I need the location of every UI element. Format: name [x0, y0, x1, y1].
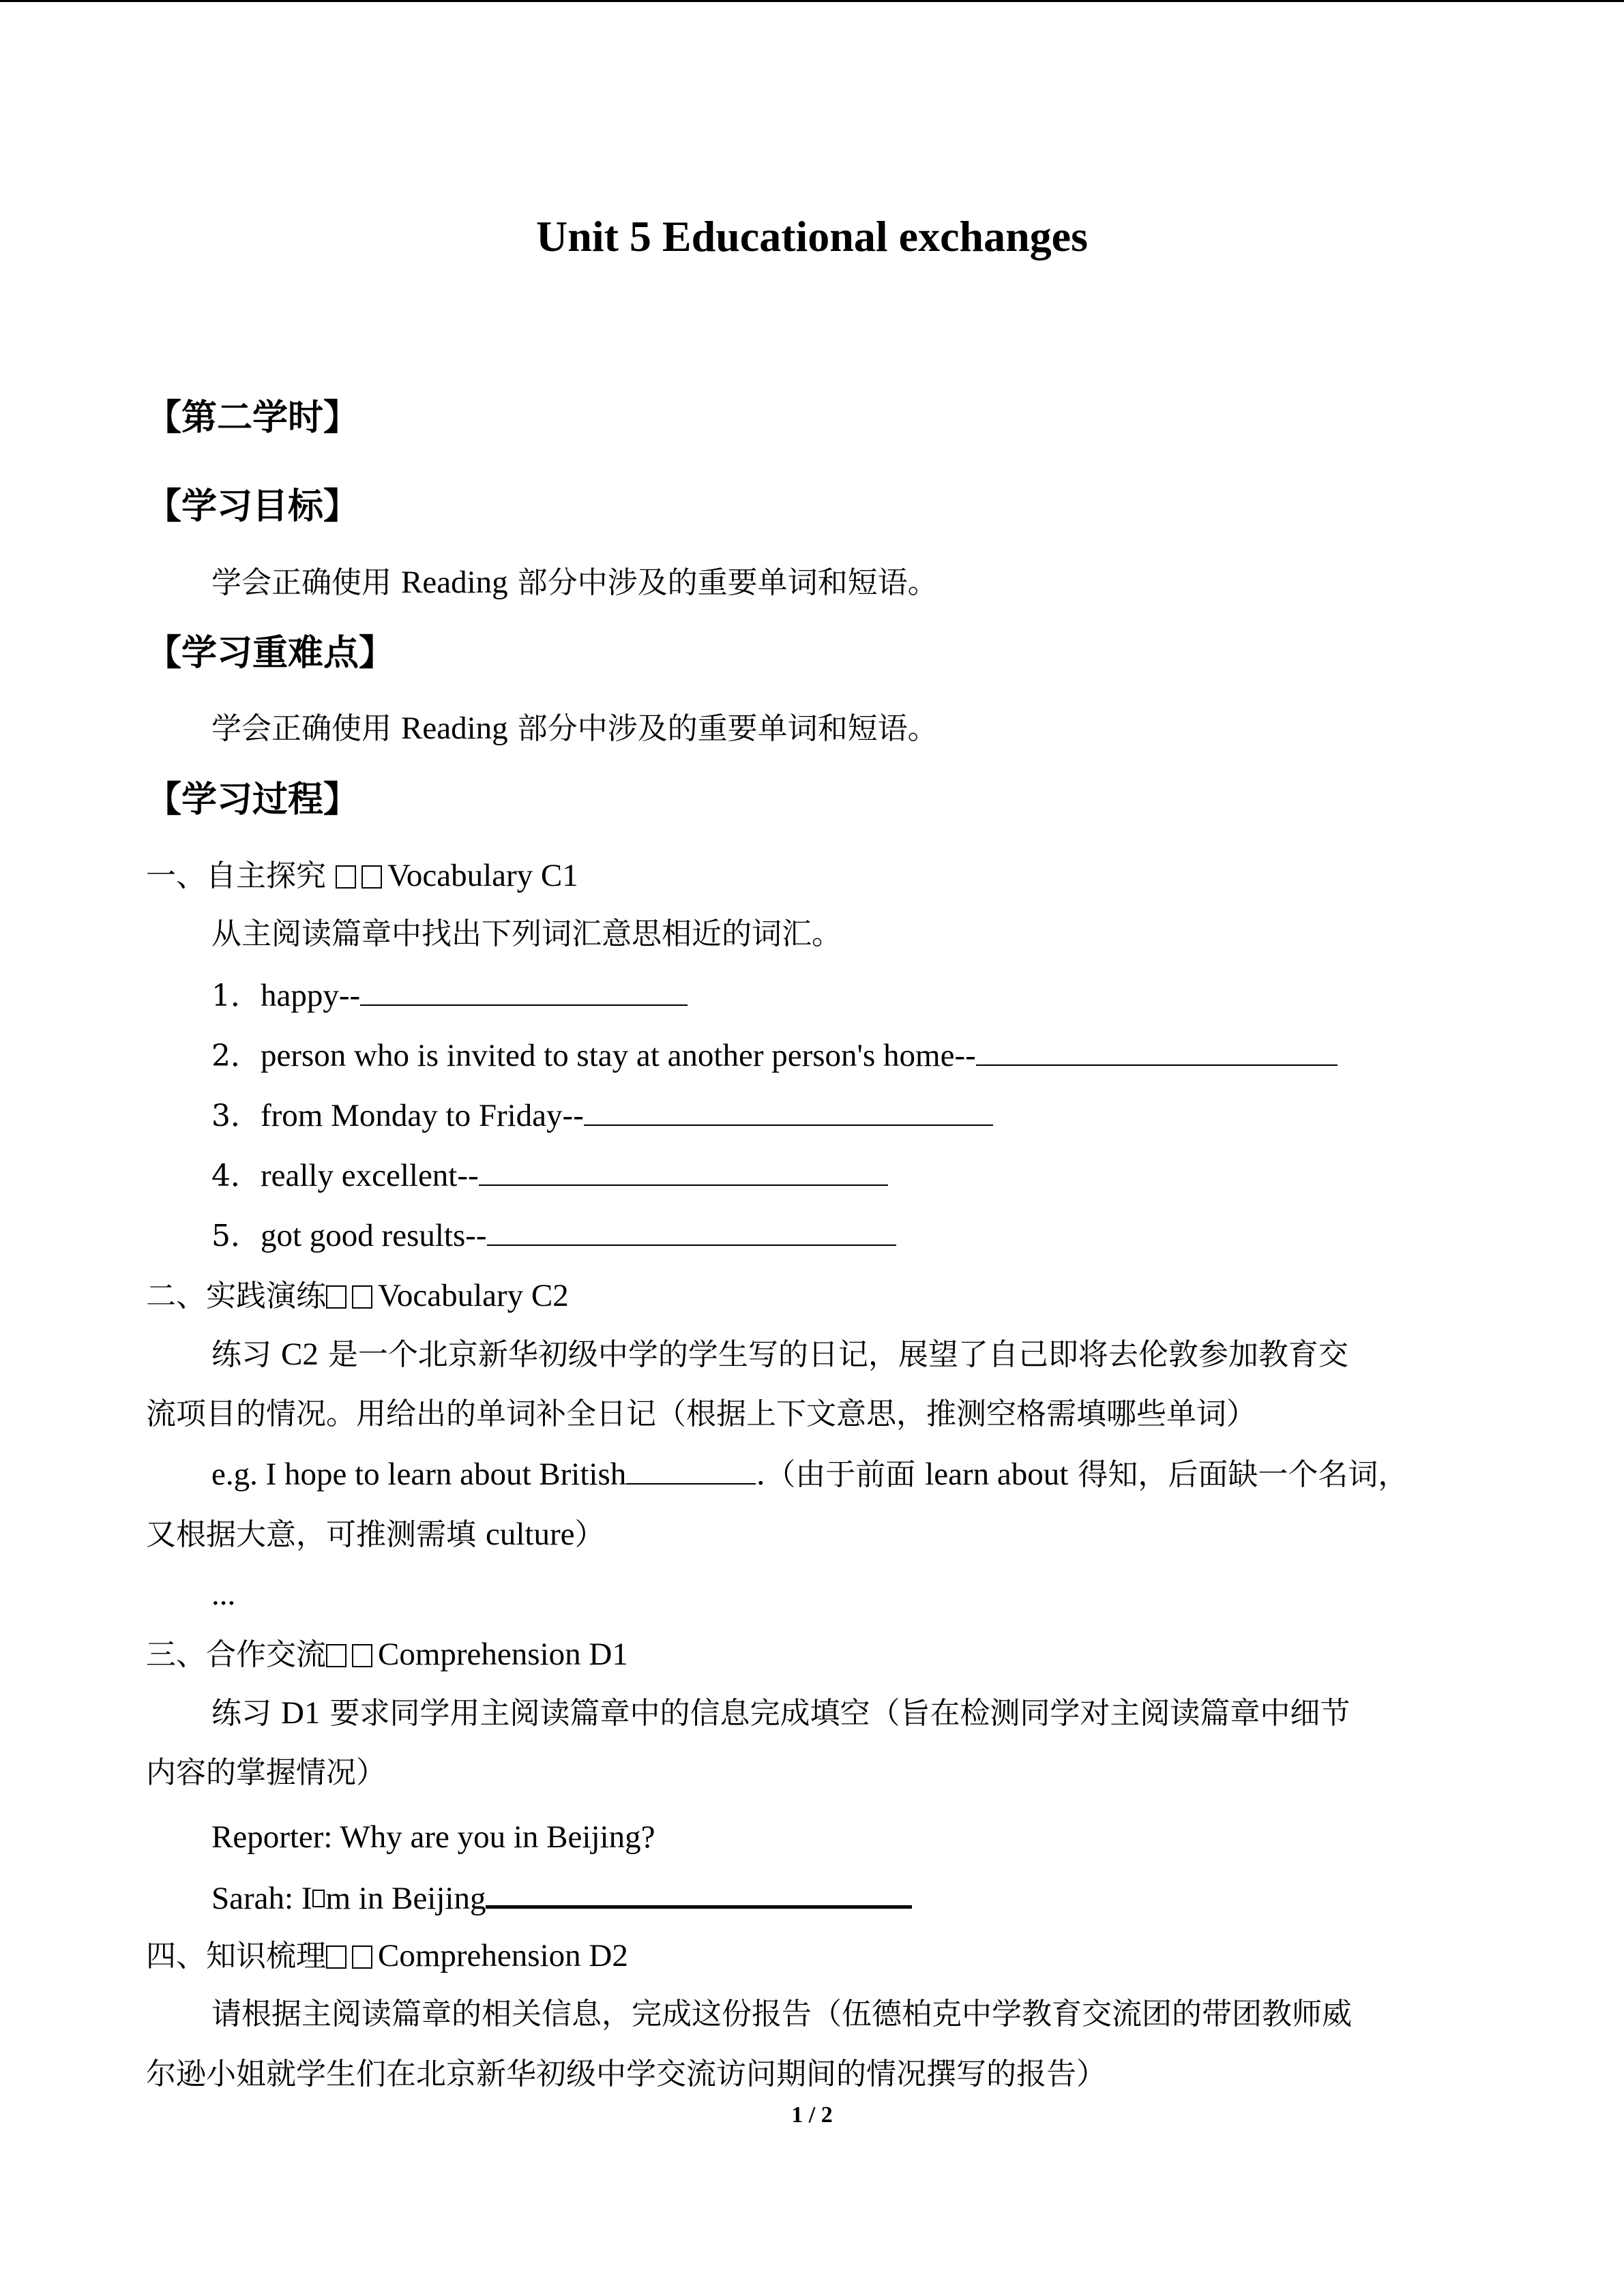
key-points-text [211, 708, 938, 749]
section2-p4-en: culture [486, 1517, 575, 1552]
page-number: 1 / 2 [791, 2102, 833, 2128]
vocab-item-num: 1． [211, 979, 261, 1013]
vocab-item-text: really excellent-- [261, 1158, 479, 1193]
ellipsis-text: ... [211, 1577, 236, 1612]
vocab-item-text: from Monday to Friday-- [261, 1098, 584, 1133]
key-points-text-en: Reading [401, 711, 508, 746]
section4-label-en: Comprehension D2 [378, 1938, 628, 1973]
heading-process: 【学习过程】 [146, 779, 359, 820]
section2-p1-b: 是一个北京新华初级中学的学生写的日记，展望了自己即将去伦敦参加教育交 [318, 1337, 1348, 1372]
section2-p1-a: 练习 [211, 1337, 281, 1372]
vocab-item-4 [211, 1155, 888, 1197]
dialogue-reporter [211, 1817, 655, 1858]
sarah-line-b: m in Beijing [325, 1881, 486, 1916]
placeholder-box-icon [326, 1644, 346, 1667]
objectives-text-post: 部分中涉及的重要单词和短语。 [507, 565, 938, 600]
section1-label [146, 855, 578, 897]
section2-p1-en: C2 [281, 1337, 319, 1372]
section2-label-en: Vocabulary C2 [378, 1278, 569, 1313]
section3-label [146, 1634, 628, 1675]
section2-paragraph-line1 [211, 1334, 1348, 1375]
example-note-a: .（由于前面 [756, 1457, 926, 1492]
answer-blank[interactable] [479, 1157, 888, 1186]
placeholder-box-icon [352, 1644, 372, 1667]
vocab-item-text: happy-- [261, 978, 361, 1013]
answer-blank[interactable] [486, 1878, 912, 1909]
section4-label-text: 四、知识梳理 [146, 1939, 326, 1973]
section2-paragraph-line2: 流项目的情况。用给出的单词补全日记（根据上下文意思，推测空格需填哪些单词） [146, 1397, 1256, 1431]
example-blank[interactable] [626, 1456, 756, 1485]
example-note-en: learn about [925, 1457, 1069, 1492]
sarah-line-a: Sarah: I [211, 1881, 312, 1916]
vocab-item-num: 3． [211, 1099, 261, 1133]
section3-p1-en: D1 [281, 1695, 321, 1731]
objectives-text-en: Reading [401, 565, 508, 600]
section3-paragraph-line2: 内容的掌握情况） [146, 1755, 386, 1790]
vocab-item-text: got good results-- [261, 1218, 487, 1253]
section2-label [146, 1275, 569, 1317]
section1-instruction: 从主阅读篇章中找出下列词汇意思相近的词汇。 [211, 916, 842, 951]
section4-paragraph-line2: 尔逊小姐就学生们在北京新华初级中学交流访问期间的情况撰写的报告） [146, 2057, 1106, 2091]
answer-blank[interactable] [976, 1037, 1338, 1066]
answer-blank[interactable] [584, 1097, 993, 1126]
section2-p4-a: 又根据大意，可推测需填 [146, 1517, 486, 1552]
dialogue-sarah [211, 1878, 912, 1920]
section3-paragraph-line1 [211, 1693, 1350, 1734]
document-title: Unit 5 Educational exchanges [536, 212, 1088, 260]
section1-label-en: Vocabulary C1 [387, 858, 578, 893]
missing-glyph-icon [312, 1890, 325, 1907]
answer-blank[interactable] [487, 1217, 896, 1246]
section2-ellipsis [211, 1574, 235, 1615]
vocab-item-text: person who is invited to stay at another person's home-- [261, 1038, 976, 1073]
heading-objectives: 【学习目标】 [146, 486, 359, 527]
reporter-line: Reporter: Why are you in Beijing? [211, 1819, 655, 1855]
heading-period: 【第二学时】 [146, 398, 359, 438]
placeholder-box-icon [361, 865, 382, 889]
example-note-b: 得知，后面缺一个名词， [1068, 1457, 1408, 1492]
placeholder-box-icon [326, 1945, 346, 1969]
heading-key-points: 【学习重难点】 [146, 633, 395, 674]
placeholder-box-icon [352, 1285, 372, 1309]
answer-blank[interactable] [360, 977, 688, 1006]
vocab-item-2 [211, 1035, 1338, 1077]
section3-label-text: 三、合作交流 [146, 1637, 326, 1672]
section4-paragraph-line1: 请根据主阅读篇章的相关信息，完成这份报告（伍德柏克中学教育交流团的带团教师威 [211, 1997, 1352, 2031]
vocab-item-num: 5． [211, 1219, 261, 1253]
section2-label-text: 二、实践演练 [146, 1279, 326, 1313]
key-points-text-pre: 学会正确使用 [211, 711, 401, 746]
vocab-item-num: 2． [211, 1039, 261, 1073]
vocab-item-5 [211, 1215, 896, 1257]
vocab-item-1 [211, 975, 688, 1017]
vocab-item-num: 4． [211, 1159, 261, 1193]
key-points-text-post: 部分中涉及的重要单词和短语。 [507, 711, 938, 746]
section2-example [211, 1454, 1408, 1495]
example-sentence: e.g. I hope to learn about British [211, 1457, 627, 1492]
section1-label-text: 一、自主探究 [146, 859, 336, 893]
objectives-text-pre: 学会正确使用 [211, 565, 401, 600]
section3-p1-a: 练习 [211, 1696, 281, 1731]
placeholder-box-icon [326, 1285, 346, 1309]
objectives-text [211, 562, 938, 603]
section4-label [146, 1935, 628, 1977]
placeholder-box-icon [336, 865, 356, 889]
section2-paragraph-line4 [146, 1514, 605, 1555]
section3-label-en: Comprehension D1 [378, 1637, 628, 1672]
section2-p4-b: ） [574, 1517, 605, 1552]
section3-p1-b: 要求同学用主阅读篇章中的信息完成填空（旨在检测同学对主阅读篇章中细节 [320, 1696, 1350, 1731]
vocab-item-3 [211, 1095, 993, 1137]
placeholder-box-icon [352, 1945, 372, 1969]
